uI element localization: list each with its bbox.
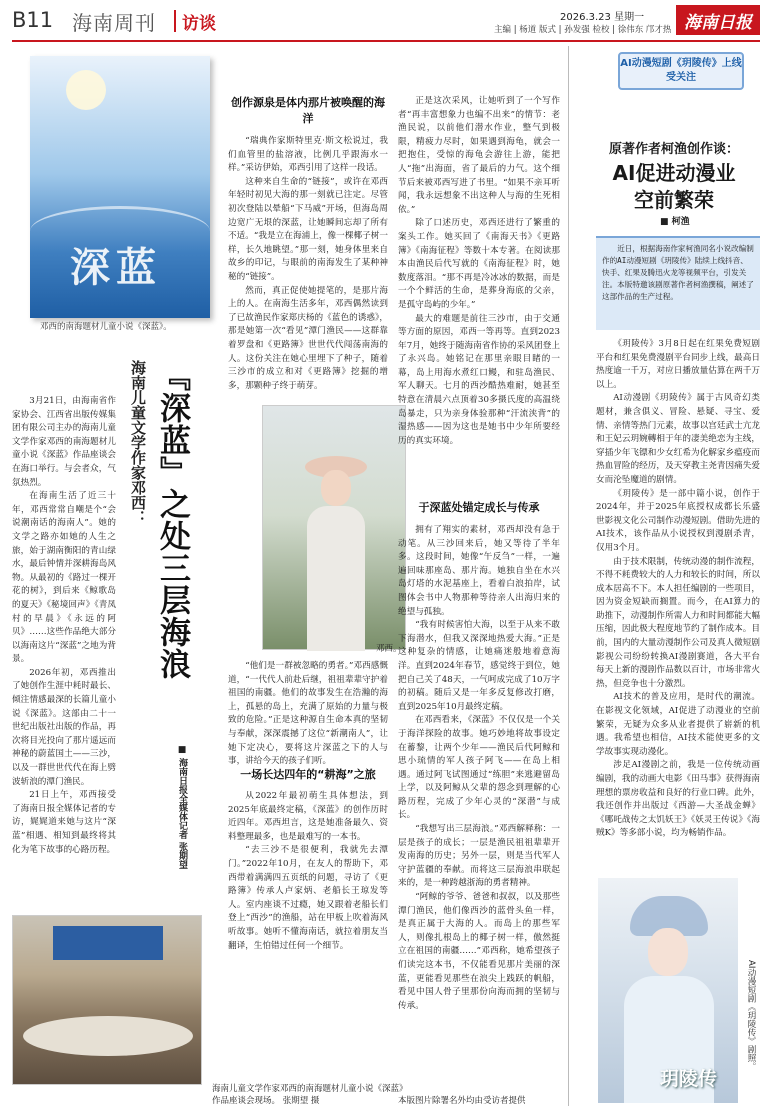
- portrait-body: [307, 506, 365, 651]
- side-byline: ■ 柯渔: [660, 217, 690, 227]
- side-title-1: 原著作者柯渔创作谈：: [608, 142, 739, 157]
- portrait-photo: [262, 405, 406, 650]
- side-summary: 近日，根据海南作家柯渔同名小说改编制作的AI动漫短剧《玥陵传》陆续上线抖音、快手、红果及腾迅火龙等视频平台，引发关注。本版特邀该剧原著作者柯渔撰稿，阐述了这部作品的生产过程。: [596, 236, 760, 330]
- sec3-body: [398, 524, 560, 1080]
- side-para: AI技术的普及应用，是时代的潮流。在影视文化领域，AI促进了动漫业的空前繁荣，无疑为众多从业者提供了崭新的机遇。我希望也相信，AI技术能使更多的文学故事实现动漫化。: [596, 692, 760, 757]
- sec3-para: “我想写出三层海浪。”邓西解释称：一层是孩子的成长；一层是渔民祖祖辈辈开发南海的历史；另外一层，则是当代军人守护蓝疆的奉献。而将这三层海浪串联起来的，是一种跨越浙海的勇者精神。: [398, 824, 560, 889]
- book-caption: 邓西的南海题材儿童小说《深蓝》。: [40, 322, 172, 332]
- sec1b-body: [228, 660, 388, 767]
- side-title-2: AI促进动漫业: [612, 161, 736, 185]
- section-name: 海南周刊: [72, 11, 156, 35]
- meeting-caption: 海南儿童文学作家邓西的南海题材儿童小说《深蓝》作品座谈会现场。 张期望 摄: [212, 1084, 408, 1106]
- side-para: 涉足AI漫剧之前，我是一位传统动画编剧，我的动画大电影《田马事》获得海南理想的票房收益和良好的行业口碑。此外，我还创作并出版过《西游—大圣战金蝉》《哪吒战传之太饥妖王》《妖灵王传说》《海贼K》等多部小说，均为畅销作品。: [596, 760, 760, 839]
- sec2b-para: 正是这次采风，让她听到了一个写作者“再丰富想象力也编不出来”的情节：老渔民说，以前他们潜水作业，整气到极限，精疲力尽时，如果遇到海龟，就会一把抱住，受惊的海龟会游往上游，能把人“拖”出海面，省了最后的力气。这个细节后来被邓西写进了书里。“如果不亲耳听闻，我永远想象不出这种人与海的生死相依。”: [398, 96, 560, 215]
- sec1b-para: “他们是一群被忽略的勇者。”邓西感慨道，“一代代人前赴后继，祖祖辈辈守护着祖国的南疆。他们的故事发生在浩瀚的海上，孤悬的岛上，充满了原始的力量与极致的危险。”正是这种源自生命本真的坚韧与奉献，深深震撼了这位“新潮南人”，让她下定决心，要将这片深蓝之下的人与事，讲给今天的孩子们听。: [228, 661, 388, 767]
- sec3-title: 于深蓝处锚定成长与传承: [418, 501, 540, 514]
- side-para: 《玥陵传》3月8日起在红果免费短剧平台和红果免费漫剧平台同步上线，最高日热度逾一千万，对应日播放量估算在两千万以上。: [596, 339, 760, 390]
- meeting-table: [23, 1016, 193, 1056]
- sec3-para: 拥有了翔实的素材，邓西却没有急于动笔。从三沙回来后，她又等待了半年多。这段时间，她像“午反刍”一样，一遍遍回味那座岛、那片海。她独自坐在水兴岛灯塔的水泥基座上，看着白浪拍岸，试图体会书中人物那种等待亲人出海归来的绝望与孤独。: [398, 525, 560, 617]
- poster-face: [648, 928, 688, 976]
- sec1-para: 然而，真正促使她提笔的，是那片海上的人。在南海生活多年，邓西偶然读到了已故渔民作家郑庆杨的《蓝色的诱惑》，那是她第一次“看见”潭门渔民——这群靠着罗盘和《更路簿》世世代代闯荡南海的人。这份关注在她心里埋下了种子，随着三沙市的成立和对《更路簿》挖掘的增多，那颗种子终于萌芽。: [228, 285, 388, 391]
- sec1-title: 创作源泉是体内那片被唤醒的海洋: [231, 96, 385, 125]
- intro-para: 2026年初，邓西推出了她创作生涯中耗时最长、倾注情感最深的长篇儿童小说《深蓝》。这部由二十一世纪出版社出版的作品，再次将目光投向了那片遥远而神秘的蔚蓝国土——三沙，以及一群世世代代在海上劈波斩浪的潭门渔民。: [12, 667, 116, 787]
- header-staff: 主编 | 杨道 版式 | 孙发强 检校 | 徐伟东 邝才热: [494, 25, 672, 35]
- side-para: AI动漫剧《玥陵传》属于古风奇幻类题材，兼含俱义、冒险、悬疑、寻宝、爱情、亲情等热门元素，故事以宫廷武士亢龙和王妃云玥婉轉相于年的凄美绝恋为主线，穿插少年飞镖和少女红希为化解家乡瘟疫而热血冒险的经历，及天穿教主尧青因痛失爱女而沦坠魔道的剧情。: [596, 393, 760, 485]
- sec3-para: 在邓西看来，《深蓝》不仅仅是一个关于海洋探险的故事。她巧妙地将故事设定在蓄黎，让两个少年——渔民后代阿鲸和思小琉情的军人孩子阿飞——在岛上相遇。通过阿飞试图通过“练胆”来逃避留岛上学，以及阿鲸从父辈的怨念到理解的心路历程，完成了少年心灵的“深潜”与成长。: [398, 715, 560, 821]
- side-ribbon: [618, 52, 744, 90]
- poster-caption: AI动漫短剧《玥陵传》剧照。: [746, 960, 756, 1071]
- drama-poster: [598, 878, 738, 1103]
- intro-body: [12, 395, 116, 900]
- sec1-para: 这种来自生命的“链接”，或许在邓西年轻时初见大海的那一刻就已注定。尽管初次登陆以晕船“下马威”开场，但海岛周边宽广无垠的深蓝，让她瞬间忘却了所有不适。“我是立在海浦上，像一棵椰子树一样，长久地眺望。”那一刻，她身体里来自故乡的印记，与眼前的南海发生了某种神秘的“链接”。: [228, 176, 388, 282]
- header-rule: [12, 40, 760, 42]
- side-body: [596, 338, 760, 873]
- byline: ■ 海南日报全媒体记者 张期望: [177, 745, 187, 870]
- sec2-para: 从2022年最初萌生具体想法，到2025年底最终定稿，《深蓝》的创作历时近四年。邓西坦言，这是她准备最久、资料整理最多，也是最难写的一本书。: [228, 791, 388, 842]
- book-title-art: 深蓝: [70, 244, 162, 291]
- sec2-body: [228, 790, 388, 1080]
- sec1-body: [228, 135, 388, 395]
- intro-para: 3月21日，由海南省作家协会、江西省出版传媒集团有限公司主办的海南儿童文学作家邓西的南海题材儿童小说《深蓝》作品座谈会在海口举行。与会者众，气氛热烈。: [12, 396, 116, 488]
- side-para: 由于技术限制，传统动漫的制作流程，不得不耗费较大的人力和较长的时间，所以成本居高不下。本人担任编剧的一些项目，因为资金短缺而搁置。而今，在AI算力的助推下，动漫制作所需人力和时间都能大幅压缩，因此极大程度地节约了制作成本。目前，国内的大量动漫制作公司及真人微短剧影视公司纷纷转换AI漫剧赛道，各大平台每天上新的漫剧作品数以百计，市场非常火热，但竞争也十分激烈。: [596, 556, 760, 689]
- deck: 海南儿童文学作家邓西：: [129, 360, 147, 525]
- photo-credit: 本版图片除署名外均由受访者提供: [398, 1096, 526, 1106]
- side-divider: [568, 46, 569, 1106]
- book-sun-graphic: [66, 70, 106, 110]
- book-cover-image: [30, 56, 210, 318]
- portrait-face: [321, 470, 351, 506]
- poster-title: 玥陵传: [660, 1068, 718, 1090]
- side-ribbon-text: AI动漫短剧《玥陵传》上线受关注: [620, 58, 742, 83]
- header-date: 2026.3.23 星期一: [560, 12, 645, 23]
- page-number: B11: [12, 8, 54, 32]
- sec2b-para: 最大的难题是前往三沙市，由于交通等方面的原因，邓西一等再等。直到2023年7月，她终于随海南省作协的采风团登上了永兴岛。她铭记在那里亲眼目睹的一幕，岛上用海水煮红口鳗，和驻岛渔民、军人聊天。七月的西沙酷热难耐，她甚至特意在清晨六点顶着30多摄氏度的高温绕岛暴走，只为亲身体验那种“汗流浃背”的湿热感——因为这也是她书中少年所要经历的真实环境。: [398, 313, 560, 446]
- sec1-para: “瑞典作家斯特里克·斯文松说过，我们血管里的盐溶液，比例几乎跟海水一样。”采访伊始，邓西引用了这样一段话。: [228, 136, 388, 174]
- column-divider: [174, 10, 176, 32]
- intro-para: 21日上午，邓西接受了海南日报全媒体记者的专访，娓娓道来她与这片“深蓝”相遇、相知到最终将其化为笔下故事的心路历程。: [12, 790, 116, 855]
- intro-para: 在海南生活了近三十年，邓西常常自嘲是个“会说潮南话的海南人”。她的文学之路亦如她的人生之旅，始于湖南衡阳的青山绿水，最后钟情并深耕海岛风物。从最初的《路过一棵开花的树》，到后来《鲸歌岛的夏天》《秘境回声》《青凤村的早晨》《永远的阿贝》……这些作品绝大部分以海南这片“深蓝”之地为背景。: [12, 491, 116, 665]
- sec2-title: 一场长达四年的“耕海”之旅: [240, 768, 376, 781]
- sec3-para: “阿鲸的爷爷、爸爸和叔叔，以及那些潭门渔民，他们像西沙的蓝骨头鱼一样，是真正属于大海的人。而岛上的那些军人，则像扎根岛上的椰子树一样，傲然挺立在祖国的南疆……”邓西称，她希望孩子们读完这本书，不仅能看见那片美丽的深蓝，更能看见那些在浪尖上践跃的帆船，看见中国人骨子里那份向海而拥的坚韧与传承。: [398, 892, 560, 1011]
- portrait-caption: 邓西。: [376, 644, 402, 654]
- sec3-para: “我有时候害怕大海，以至于从来不敢下海潜水，但我又深深地热爱大海。”正是这种复杂的情感，让她痛迷般地着意海洋。直到2024年春节，感觉终于到位，她把自己关了48天，一气呵成完成了10万字的初稿。随后又是一年多反复修改打磨，直到2025年10月最终定稿。: [398, 620, 560, 712]
- meeting-photo: [12, 915, 202, 1085]
- masthead-text: 海南日报: [684, 12, 752, 33]
- sec2-para: “去三沙不是很便利，我就先去潭门。”2022年10月，在友人的帮助下，邓西带着满满四五页纸的问题，寻访了《更路簿》传承人卢家炳、老船长王琼发等人。室内座谈不过瘾，她又跟着老船长们登上“西沙”的渔船，站在甲板上吹着海风听故事。她听不懂海南话，就拉着朋友当翻译，生怕错过任何一个细节。: [228, 845, 388, 951]
- masthead-logo: [676, 5, 760, 35]
- side-title-3: 空前繁荣: [634, 188, 714, 212]
- sec2b-para: 除了口述历史，邓西还进行了繁重的案头工作。她买回了《南海天书》《更路簿》《南海征程》等数十本专著。在阅读那本由渔民后代写就的《南海征程》时，她数度落泪。“那不再是冷冰冰的数据，而是一个个鲜活的生命，是葬身海底的父亲，是孤守岛屿的少年。”: [398, 218, 560, 310]
- sec2b-body: [398, 95, 560, 495]
- meeting-screen: [53, 926, 163, 960]
- column-tag: 访谈: [182, 14, 216, 34]
- side-para: 《玥陵传》是一部中篇小说，创作于2024年，并于2025年底授权成都长乐盛世影视文化公司制作动漫短剧。借助先进的AI技术，该作品从小说授权到漫剧杀青，仅用3个月。: [596, 488, 760, 553]
- headline: 『深蓝』之处三层海浪: [154, 360, 190, 680]
